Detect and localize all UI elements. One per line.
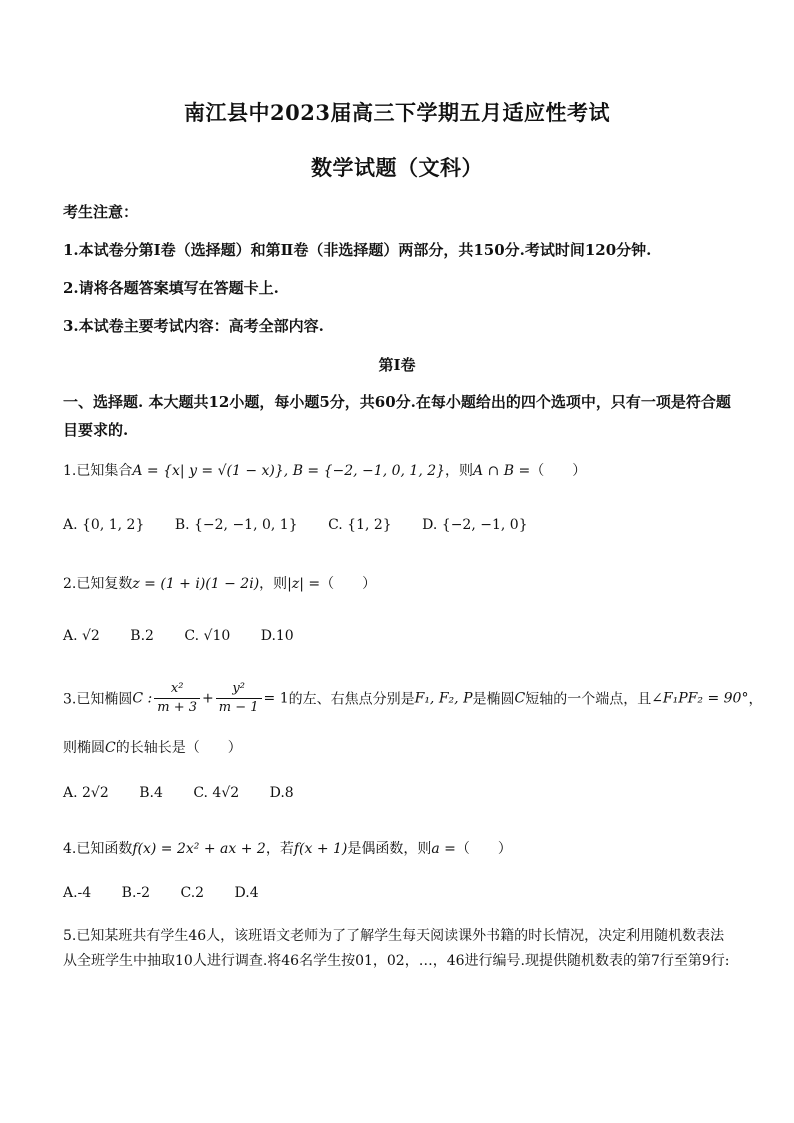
notice-item-1: 1.本试卷分第Ⅰ卷（选择题）和第Ⅱ卷（非选择题）两部分，共150分.考试时间120分钟. xyxy=(63,241,652,259)
q3-eq: = 1 xyxy=(263,690,289,707)
q4-option-c: C.2 xyxy=(180,885,205,901)
q2-option-d: D.10 xyxy=(260,628,294,644)
q1-paren: （ ） xyxy=(530,463,587,479)
q1-option-b: B. {−2, −1, 0, 1} xyxy=(174,517,298,533)
q1-option-c: C. {1, 2} xyxy=(328,517,392,533)
q4-stem: 4.已知函数 xyxy=(63,841,133,857)
q3-paren: （ ） xyxy=(185,740,242,756)
q1-option-d: D. {−2, −1, 0} xyxy=(422,517,528,533)
notice-item-2: 2.请将各题答案填写在答题卡上. xyxy=(63,279,279,297)
q2-option-c: C. √10 xyxy=(184,628,231,644)
q2-option-b: B.2 xyxy=(130,628,154,644)
q1-options xyxy=(63,517,754,533)
q3-line2-a: 则椭圆 xyxy=(63,740,105,756)
q1-option-a: A. {0, 1, 2} xyxy=(63,517,145,533)
q3-frac-x-num: x² xyxy=(154,680,200,699)
q4-option-a: A.-4 xyxy=(63,885,92,901)
question-1 xyxy=(63,460,754,480)
q4-option-d: D.4 xyxy=(234,885,259,901)
question-2 xyxy=(63,573,754,593)
q1-set-b: , B = {−2, −1, 0, 1, 2} xyxy=(283,463,446,479)
q3-line2-b: 的长轴长是 xyxy=(115,740,186,756)
q3-options xyxy=(63,785,754,801)
q3-frac-y-num: y² xyxy=(216,680,262,699)
q3-option-b: B.4 xyxy=(139,785,163,801)
q3-stem-c: 是椭圆 xyxy=(472,691,515,708)
q3-stem-e: ， xyxy=(748,691,763,708)
part1-instructions: 一、选择题. 本大题共12小题，每小题5分，共60分.在每小题给出的四个选项中，只有一项是符合题目要求的. xyxy=(63,393,731,439)
q3-option-a: A. 2√2 xyxy=(63,785,109,801)
q3-c-label: C : xyxy=(132,690,153,707)
q4-paren: （ ） xyxy=(455,841,512,857)
notice-heading: 考生注意： xyxy=(63,203,139,221)
q3-stem: 3.已知椭圆 xyxy=(63,691,133,708)
q1-stem: 1.已知集合 xyxy=(63,463,133,479)
q4-stem-c: 是偶函数，则 xyxy=(347,841,432,857)
q3-c2: C xyxy=(514,690,526,707)
q2-paren: （ ） xyxy=(320,576,377,592)
q3-option-c: C. 4√2 xyxy=(193,785,240,801)
q1-expr: A ∩ B = xyxy=(473,463,531,479)
question-3 xyxy=(63,680,763,717)
q2-expr2: |z| = xyxy=(287,576,321,592)
q3-line-2 xyxy=(63,737,754,757)
q4-expr2: f(x + 1) xyxy=(293,841,348,857)
q4-stem-b: ，若 xyxy=(265,841,294,857)
q3-frac-y xyxy=(216,680,262,717)
q3-foci: F₁, F₂, P xyxy=(414,690,473,707)
q3-angle: ∠F₁PF₂ = 90° xyxy=(651,690,749,707)
q2-options xyxy=(63,628,754,644)
q3-frac-x xyxy=(154,680,200,717)
question-5-line-2: 从全班学生中抽取10人进行调查.将46名学生按01，02，…，46进行编号.现提供随机数表的第7行至第9行: xyxy=(63,953,730,969)
q1-stem-b: ，则 xyxy=(445,463,474,479)
q4-option-b: B.-2 xyxy=(121,885,151,901)
q3-line2-c: C xyxy=(105,740,116,756)
q3-option-d: D.8 xyxy=(269,785,294,801)
notice-item-3: 3.本试卷主要考试内容：高考全部内容. xyxy=(63,317,324,335)
q1-set-a: A = {x| y = √(1 − x)} xyxy=(132,463,284,479)
q2-stem-b: ，则 xyxy=(259,576,288,592)
q2-option-a: A. √2 xyxy=(63,628,100,644)
q4-var: a = xyxy=(431,841,456,857)
q2-stem: 2.已知复数 xyxy=(63,576,133,592)
q3-frac-y-den: m − 1 xyxy=(218,700,259,715)
q2-expr: z = (1 + i)(1 − 2i) xyxy=(132,576,260,592)
q4-options xyxy=(63,885,754,901)
q3-stem-d: 短轴的一个端点，且 xyxy=(525,691,652,708)
q4-expr: f(x) = 2x² + ax + 2 xyxy=(132,841,266,857)
question-4 xyxy=(63,838,754,858)
section-title: 第Ⅰ卷 xyxy=(378,356,416,374)
q3-frac-x-den: m + 3 xyxy=(157,700,198,715)
q3-plus: + xyxy=(202,690,214,707)
question-5-line-1: 5.已知某班共有学生46人，该班语文老师为了了解学生每天阅读课外书籍的时长情况，决定利用随机数表法 xyxy=(63,928,725,944)
exam-subtitle: 数学试题（文科） xyxy=(311,155,483,180)
exam-title: 南江县中2023届高三下学期五月适应性考试 xyxy=(184,100,610,125)
q3-stem-b: 的左、右焦点分别是 xyxy=(288,691,415,708)
